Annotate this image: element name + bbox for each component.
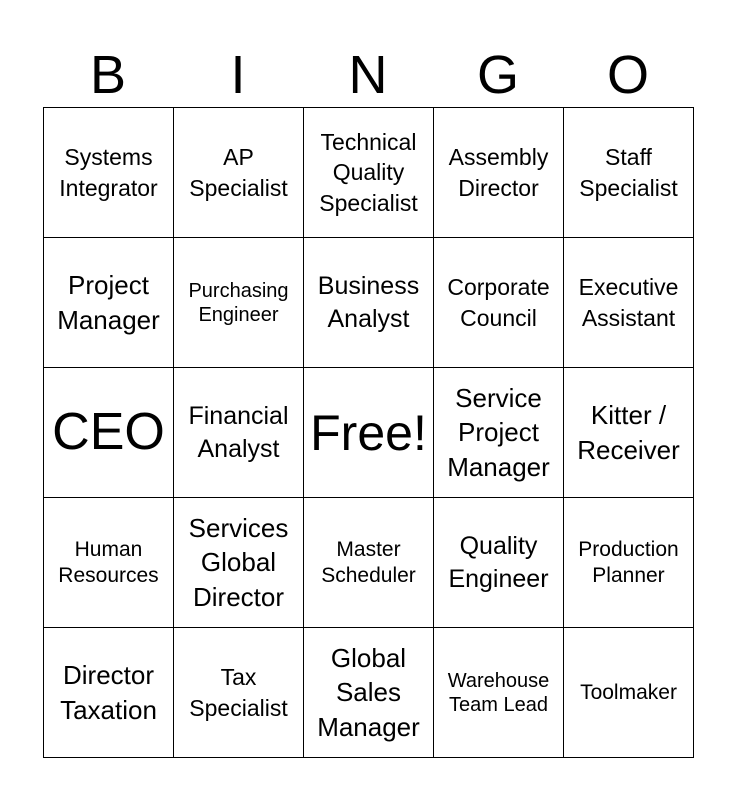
bingo-cell-r2-c4[interactable]: Kitter / Receiver xyxy=(563,367,693,497)
bingo-card-grid xyxy=(43,107,694,758)
bingo-cell-r3-c0[interactable]: Human Resources xyxy=(43,497,173,627)
bingo-header xyxy=(43,42,693,108)
bingo-cell-r2-c0[interactable]: CEO xyxy=(43,367,173,497)
header-letter-i: I xyxy=(230,45,246,105)
bingo-cell-r0-c4[interactable]: Staff Specialist xyxy=(563,107,693,237)
header-letter-b: B xyxy=(89,45,127,105)
bingo-cell-r2-c1[interactable]: Financial Analyst xyxy=(173,367,303,497)
header-letter-n: N xyxy=(348,45,388,105)
bingo-cell-r0-c0[interactable]: Systems Integrator xyxy=(43,107,173,237)
bingo-cell-r0-c2[interactable]: Technical Quality Specialist xyxy=(303,107,433,237)
header-letter-g: G xyxy=(476,45,519,105)
bingo-cell-r4-c4[interactable]: Toolmaker xyxy=(563,627,693,757)
bingo-cell-r1-c1[interactable]: Purchasing Engineer xyxy=(173,237,303,367)
header-letter-o: O xyxy=(606,45,649,105)
bingo-cell-r1-c2[interactable]: Business Analyst xyxy=(303,237,433,367)
bingo-cell-r3-c4[interactable]: Production Planner xyxy=(563,497,693,627)
bingo-cell-r3-c2[interactable]: Master Scheduler xyxy=(303,497,433,627)
bingo-cell-r1-c4[interactable]: Executive Assistant xyxy=(563,237,693,367)
bingo-cell-r1-c0[interactable]: Project Manager xyxy=(43,237,173,367)
bingo-cell-r4-c1[interactable]: Tax Specialist xyxy=(173,627,303,757)
bingo-cell-r4-c0[interactable]: Director Taxation xyxy=(43,627,173,757)
bingo-cell-free[interactable]: Free! xyxy=(303,367,433,497)
bingo-cell-r3-c3[interactable]: Quality Engineer xyxy=(433,497,563,627)
bingo-cell-r0-c3[interactable]: Assembly Director xyxy=(433,107,563,237)
bingo-cell-r1-c3[interactable]: Corporate Council xyxy=(433,237,563,367)
bingo-cell-r4-c2[interactable]: Global Sales Manager xyxy=(303,627,433,757)
bingo-cell-r0-c1[interactable]: AP Specialist xyxy=(173,107,303,237)
bingo-cell-r4-c3[interactable]: Warehouse Team Lead xyxy=(433,627,563,757)
bingo-cell-r2-c3[interactable]: Service Project Manager xyxy=(433,367,563,497)
bingo-cell-r3-c1[interactable]: Services Global Director xyxy=(173,497,303,627)
